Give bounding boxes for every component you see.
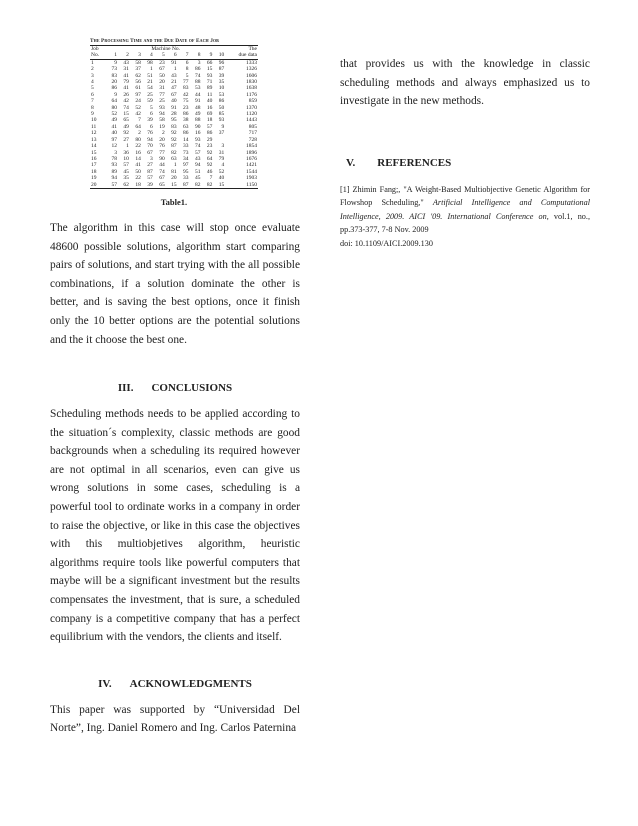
table-cell: 25 <box>147 91 153 98</box>
table-cell: 23 <box>183 104 189 111</box>
table-cell: 74 <box>194 143 201 150</box>
table-cell: 23 <box>206 143 213 150</box>
table-cell: 43 <box>171 72 177 79</box>
table-cell: 97 <box>135 91 141 98</box>
table-title: The Processing Time and the Due Date of Each Job <box>90 38 219 44</box>
table-cell: 27 <box>147 162 153 169</box>
table-cell: 10 <box>91 117 97 124</box>
reference-pages: , vol.1, no., pp.373-377, 7-8 Nov. 2009 <box>340 211 590 235</box>
table-cell: 95 <box>171 117 177 124</box>
table-cell: 2 <box>138 130 141 137</box>
table-cell: 20 <box>159 79 165 86</box>
table-cell: 94 <box>111 175 117 182</box>
table-cell: 1544 <box>246 168 257 175</box>
table-cell: 1 <box>150 66 153 73</box>
table-cell: 95 <box>183 168 189 175</box>
table-cell: 9 <box>91 111 94 118</box>
table-cell: 8 <box>185 66 189 73</box>
table-cell: 74 <box>159 168 165 175</box>
table-cell: 86 <box>194 66 201 73</box>
table-row <box>90 59 258 66</box>
table-cell: 5 <box>150 104 153 111</box>
table-cell: 859 <box>248 98 257 105</box>
table-cell: 13 <box>91 136 97 143</box>
table-cell: 9 <box>114 59 117 66</box>
table-cell: 3 <box>197 59 201 66</box>
table-cell: 43 <box>194 155 201 162</box>
section-heading-conclusions <box>50 382 300 394</box>
table-cell: 31 <box>159 85 165 92</box>
table-cell: 1443 <box>246 117 257 124</box>
table-cell: 10 <box>123 155 129 162</box>
table-cell: 1120 <box>246 111 257 118</box>
table-cell: 92 <box>206 162 213 169</box>
table-cell: 50 <box>159 72 165 79</box>
table-header-cell: 8 <box>190 52 202 59</box>
table-body <box>90 59 258 188</box>
table-cell: 7 <box>91 98 94 105</box>
table-cell: 14 <box>91 143 97 150</box>
table-cell: 58 <box>135 59 141 66</box>
table-cell: 90 <box>159 155 165 162</box>
table-cell: 18 <box>130 182 142 189</box>
table-cell: 1830 <box>246 79 257 86</box>
table-cell: 38 <box>183 117 189 124</box>
table-cell: 41 <box>123 72 129 79</box>
table-cell: 74 <box>123 104 129 111</box>
table-cell: 16 <box>194 130 201 137</box>
table-cell: 42 <box>135 111 141 118</box>
table-cell: 63 <box>183 123 189 130</box>
table-cell: 1 <box>126 143 129 150</box>
table-cell: 87 <box>218 66 225 73</box>
table-cell: 20 <box>159 136 165 143</box>
table-cell: 90 <box>194 123 201 130</box>
table-cell: 1150 <box>225 182 258 189</box>
table-header-cell: 9 <box>201 52 213 59</box>
table-cell: 22 <box>135 143 141 150</box>
table-cell: 33 <box>183 175 189 182</box>
table-cell: 82 <box>201 182 213 189</box>
table-cell: 45 <box>123 168 129 175</box>
table-cell: 3 <box>221 143 225 150</box>
table-cell: 45 <box>194 175 201 182</box>
table-cell: 87 <box>147 168 153 175</box>
table-cell: 86 <box>183 130 189 137</box>
job-table-block <box>90 38 300 207</box>
table-cell: 40 <box>171 98 177 105</box>
table-cell: 1903 <box>246 175 257 182</box>
table-cell: 24 <box>135 98 141 105</box>
table-cell: 1 <box>91 59 94 66</box>
table-cell: 41 <box>123 85 129 92</box>
table-cell: 21 <box>147 79 153 86</box>
table-cell: 15 <box>166 182 178 189</box>
table-cell: 57 <box>123 162 129 169</box>
table-cell: 97 <box>183 162 189 169</box>
table-cell: 79 <box>218 155 225 162</box>
table-cell: 93 <box>206 72 213 79</box>
table-header-cell: 2 <box>118 52 130 59</box>
table-cell: 86 <box>183 111 189 118</box>
table-cell: 6 <box>185 59 189 66</box>
table-cell: 94 <box>159 111 165 118</box>
section-heading-acknowledgments <box>50 678 300 690</box>
table-cell: 92 <box>171 136 177 143</box>
table-cell: 63 <box>171 155 177 162</box>
table-cell: 65 <box>123 117 129 124</box>
table-cell: 42 <box>183 91 189 98</box>
table-cell: 77 <box>159 149 165 156</box>
table-cell: 15 <box>123 111 129 118</box>
table-cell: 66 <box>206 59 213 66</box>
table-header-cell: Job <box>90 46 106 53</box>
table-cell: 805 <box>248 123 257 130</box>
table-cell: 1896 <box>246 149 257 156</box>
table-cell: 52 <box>111 111 117 118</box>
paragraph-algorithm: The algorithm in this case will stop once evaluate 48600 possible solutions, algorithm start comparing pairs of solutions, and start trying with the all possible combinations, if a solution dominate the other is better, and is saving the best options, once it finish only the 10 better options are the potential solutions and the it choose the best one. <box>50 221 300 346</box>
table-cell: 5 <box>185 72 189 79</box>
table-cell: 61 <box>135 85 141 92</box>
table-cell: 85 <box>218 111 225 118</box>
table-header-cell: due data <box>225 52 258 59</box>
reference-venue: Artificial Intelligence and Computational Intelligence, 2009. AICI '09. International Conference on <box>340 198 590 221</box>
table-cell: 94 <box>194 162 201 169</box>
table-cell: 83 <box>171 123 177 130</box>
table-cell: 89 <box>111 168 117 175</box>
table-cell: 44 <box>194 91 201 98</box>
table-cell: 70 <box>147 143 153 150</box>
table-cell: 3 <box>114 149 117 156</box>
table-row <box>90 182 258 189</box>
table-cell: 6 <box>150 111 153 118</box>
table-header-cell: 1 <box>106 52 118 59</box>
table-cell: 22 <box>135 175 141 182</box>
table-cell: 21 <box>171 79 177 86</box>
section-title: ACKNOWLEDGMENTS <box>129 677 252 690</box>
table-cell: 1176 <box>246 91 257 98</box>
table-cell: 15 <box>213 182 225 189</box>
table-cell: 39 <box>142 182 154 189</box>
table-cell: 41 <box>135 162 141 169</box>
table-cell: 83 <box>183 85 189 92</box>
table-cell: 7 <box>209 175 213 182</box>
table-cell: 15 <box>206 66 213 73</box>
table-cell: 67 <box>147 149 153 156</box>
table-cell: 93 <box>218 117 225 124</box>
table-cell: 58 <box>159 117 165 124</box>
table-cell: 53 <box>218 91 225 98</box>
table-header-cell: 7 <box>178 52 190 59</box>
table-cell: 36 <box>123 149 129 156</box>
table-cell: 31 <box>218 149 225 156</box>
table-cell: 42 <box>123 98 129 105</box>
table-cell: 20 <box>111 79 117 86</box>
table-cell: 1638 <box>246 85 257 92</box>
table-cell: 57 <box>194 149 201 156</box>
job-table <box>90 45 258 189</box>
table-cell: 83 <box>111 72 117 79</box>
table-cell: 3 <box>91 72 94 79</box>
table-cell: 16 <box>135 149 141 156</box>
left-column <box>50 38 300 738</box>
table-cell: 57 <box>206 123 213 130</box>
table-cell: 6 <box>150 123 153 130</box>
table-cell: 92 <box>171 130 177 137</box>
table-cell: 16 <box>206 104 213 111</box>
right-column <box>340 55 590 250</box>
table-cell: 74 <box>194 72 201 79</box>
table-cell: 50 <box>135 168 141 175</box>
table-cell: 1 <box>173 162 177 169</box>
table-cell: 1326 <box>246 66 257 73</box>
table-cell: 97 <box>111 136 117 143</box>
table-cell: 2 <box>161 130 165 137</box>
table-cell: 51 <box>147 72 153 79</box>
table-cell: 73 <box>111 66 117 73</box>
table-cell: 33 <box>183 143 189 150</box>
table-cell: 1370 <box>246 104 257 111</box>
table-cell: 1421 <box>246 162 257 169</box>
table-cell: 28 <box>171 111 177 118</box>
table-cell: 93 <box>194 136 201 143</box>
table-cell: 59 <box>147 98 153 105</box>
table-cell: 93 <box>111 162 117 169</box>
table-caption: Table1. <box>160 196 188 207</box>
table-cell: 40 <box>111 130 117 137</box>
table-cell: 64 <box>206 155 213 162</box>
table-header-cell: 5 <box>154 52 166 59</box>
table-cell: 8 <box>91 104 94 111</box>
section-number: IV. <box>98 677 112 690</box>
table-cell: 51 <box>194 168 201 175</box>
table-cell: 1676 <box>246 155 257 162</box>
table-cell: 57 <box>147 175 153 182</box>
table-cell: 16 <box>91 155 97 162</box>
table-cell: 86 <box>111 85 117 92</box>
table-cell: 56 <box>135 79 141 86</box>
table-cell: 76 <box>147 130 153 137</box>
table-cell: 96 <box>218 59 225 66</box>
table-cell: 62 <box>135 72 141 79</box>
table-cell: 86 <box>218 98 225 105</box>
table-cell: 20 <box>171 175 177 182</box>
table-cell: 37 <box>218 130 225 137</box>
paragraph-acknowledgments: This paper was supported by “Universidad Del Norte”, Ing. Daniel Romero and Ing. Carlos Paternina <box>50 703 300 735</box>
table-cell: 82 <box>190 182 202 189</box>
table-cell: 57 <box>106 182 118 189</box>
table-cell: 82 <box>171 149 177 156</box>
table-cell: 52 <box>218 168 225 175</box>
table-cell: 67 <box>159 66 165 73</box>
table-cell: 11 <box>91 123 97 130</box>
table-cell: 87 <box>171 143 177 150</box>
table-cell: 37 <box>135 66 141 73</box>
table-cell: 18 <box>91 168 97 175</box>
paragraph-conclusions: Scheduling methods needs to be applied according to the situation´s complexity, classic methods are good backgrounds when a scheduling its required however are not optimal in all scenarios, even can give us wrong solutions in some cases, scheduling is a powerful tool to ordinate works in a company in order to raise the objective, or like in this case the objectives with this multiobjetives algorithm, heuristic algorithms require tools like powerful computers that maybe will be a significant investment but the results compensates the investment, that is sure, a scheduled company is a competitive company that has a perfect equilibrium with the vendors, the clients and itself. <box>50 408 300 644</box>
table-cell: 78 <box>111 155 117 162</box>
section-heading-references <box>340 157 590 169</box>
table-cell: 71 <box>206 79 213 86</box>
table-cell: 9 <box>221 123 225 130</box>
table-cell: 34 <box>183 155 189 162</box>
reference-item <box>340 183 590 251</box>
table-header-cell: 6 <box>166 52 178 59</box>
table-cell: 49 <box>194 111 201 118</box>
table-cell: 41 <box>111 123 117 130</box>
table-cell: 14 <box>183 136 189 143</box>
table-header-cell: No. <box>90 52 106 59</box>
table-cell: 6 <box>91 91 94 98</box>
table-cell: 76 <box>159 143 165 150</box>
table-cell: 52 <box>135 104 141 111</box>
table-cell: 39 <box>218 72 225 79</box>
table-cell: 1333 <box>246 59 257 66</box>
table-cell: 81 <box>171 168 177 175</box>
table-cell: 12 <box>111 143 117 150</box>
table-cell: 77 <box>183 79 189 86</box>
table-cell: 64 <box>111 98 117 105</box>
table-cell: 4 <box>91 79 94 86</box>
table-cell: 98 <box>147 59 153 66</box>
table-cell: 91 <box>171 104 177 111</box>
table-cell: 31 <box>123 66 129 73</box>
table-cell: 67 <box>159 175 165 182</box>
table-cell: 35 <box>123 175 129 182</box>
table-cell: 80 <box>111 104 117 111</box>
table-cell: 40 <box>218 175 225 182</box>
table-cell: 1606 <box>246 72 257 79</box>
table-cell: 11 <box>207 91 213 98</box>
table-header-row <box>90 46 258 53</box>
table-cell: 89 <box>206 85 213 92</box>
table-cell: 91 <box>194 98 201 105</box>
table-header-cell: Machine No. <box>106 46 225 53</box>
table-cell: 27 <box>123 136 129 143</box>
table-cell: 717 <box>248 130 257 137</box>
table-cell: 87 <box>178 182 190 189</box>
table-cell: 91 <box>171 59 177 66</box>
table-cell: 1 <box>173 66 177 73</box>
table-cell: 69 <box>206 111 213 118</box>
table-cell: 43 <box>123 59 129 66</box>
table-cell: 29 <box>206 136 213 143</box>
table-cell: 93 <box>159 104 165 111</box>
table-cell: 20 <box>90 182 106 189</box>
table-cell: 18 <box>206 117 213 124</box>
table-cell: 49 <box>123 123 129 130</box>
section-title: REFERENCES <box>377 156 452 169</box>
table-cell: 23 <box>159 59 165 66</box>
section-number: V. <box>346 156 356 169</box>
reference-doi: doi: 10.1109/AICI.2009.130 <box>340 238 433 248</box>
table-cell: 49 <box>111 117 117 124</box>
table-cell: 62 <box>118 182 130 189</box>
table-header-cell: 3 <box>130 52 142 59</box>
table-cell: 35 <box>218 79 225 86</box>
table-cell: 94 <box>147 136 153 143</box>
table-cell: 53 <box>194 85 201 92</box>
table-cell: 25 <box>159 98 165 105</box>
table-header-cell: The <box>225 46 258 53</box>
table-cell: 17 <box>91 162 97 169</box>
table-header-cell: 4 <box>142 52 154 59</box>
table-cell: 86 <box>206 130 213 137</box>
table-cell: 88 <box>194 117 201 124</box>
table-cell: 9 <box>114 91 117 98</box>
table-cell: 47 <box>171 85 177 92</box>
table-cell: 75 <box>183 98 189 105</box>
table-cell: 73 <box>183 149 189 156</box>
table-cell: 728 <box>248 136 257 143</box>
table-cell: 65 <box>154 182 166 189</box>
section-number: III. <box>117 382 134 395</box>
table-cell: 50 <box>218 104 225 111</box>
table-cell: 26 <box>123 91 129 98</box>
table-cell: 39 <box>147 117 153 124</box>
table-cell: 15 <box>91 149 97 156</box>
table-cell: 3 <box>150 155 153 162</box>
table-cell: 92 <box>123 130 129 137</box>
table-cell: 5 <box>91 85 94 92</box>
table-cell: 92 <box>206 149 213 156</box>
table-cell: 48 <box>194 104 201 111</box>
table-cell: 4 <box>221 162 225 169</box>
paragraph-continued: that provides us with the knowledge in classic scheduling methods and always emphasized us to investigate in the new methods. <box>340 58 590 108</box>
table-cell: 40 <box>206 98 213 105</box>
table-cell: 67 <box>171 91 177 98</box>
table-cell: 14 <box>135 155 141 162</box>
table-cell: 19 <box>91 175 97 182</box>
section-title: CONCLUSIONS <box>151 382 233 395</box>
table-cell: 2 <box>91 66 94 73</box>
table-header-cell: 10 <box>213 52 225 59</box>
table-cell: 7 <box>138 117 141 124</box>
table-cell: 19 <box>159 123 165 130</box>
table-cell: 46 <box>206 168 213 175</box>
table-cell: 64 <box>135 123 141 130</box>
table-cell: 10 <box>218 85 225 92</box>
table-cell: 54 <box>147 85 153 92</box>
table-cell: 1854 <box>246 143 257 150</box>
table-cell: 12 <box>91 130 97 137</box>
table-cell: 80 <box>135 136 141 143</box>
table-cell: 88 <box>194 79 201 86</box>
table-cell: 44 <box>159 162 165 169</box>
table-header-row <box>90 52 258 59</box>
table-cell: 77 <box>159 91 165 98</box>
reference-text: [1] Zhimin Fang;, "A Weight-Based Multiobjective Genetic Algorithm for Flowshop Scheduling," <box>340 184 590 208</box>
table-cell: 79 <box>123 79 129 86</box>
